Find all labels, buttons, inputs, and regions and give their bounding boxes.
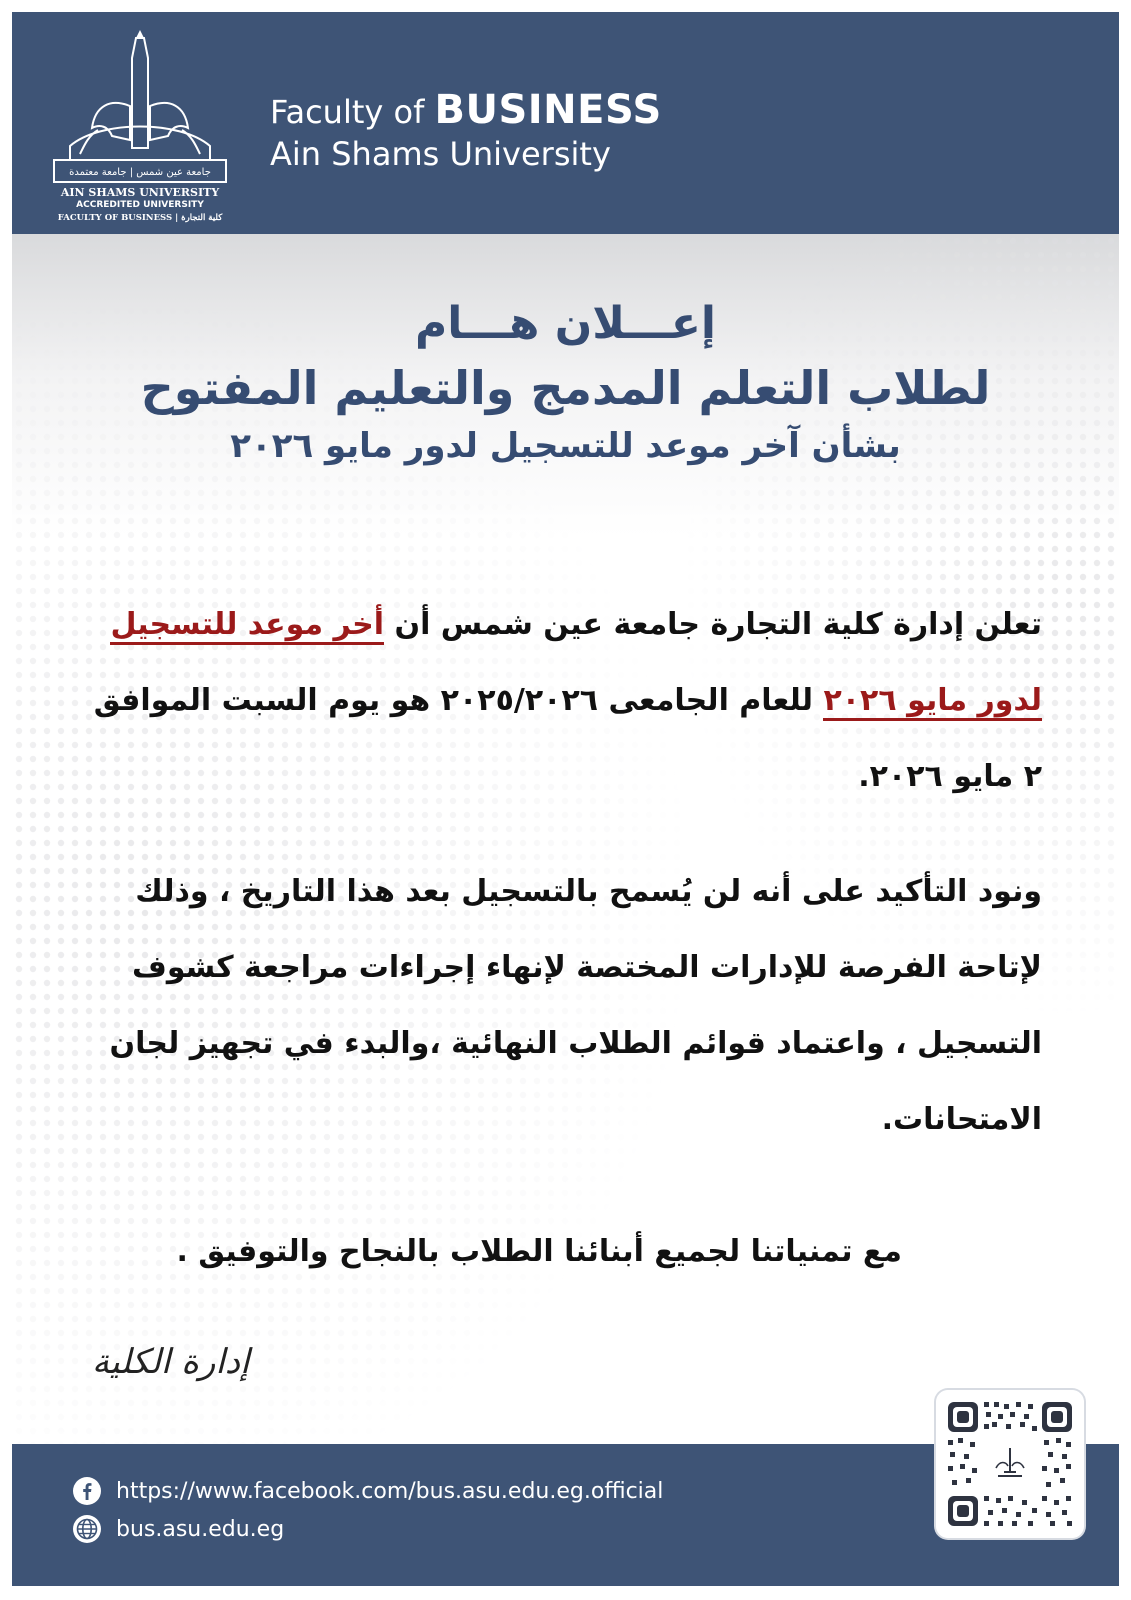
facebook-url[interactable]: https://www.facebook.com/bus.asu.edu.eg.official: [116, 1478, 664, 1504]
logo-caption-2: ACCREDITED UNIVERSITY: [76, 200, 204, 210]
website-url[interactable]: bus.asu.edu.eg: [116, 1516, 285, 1542]
globe-icon: [72, 1514, 102, 1544]
university-name: Ain Shams University: [270, 135, 611, 173]
faculty-brand: [270, 87, 662, 176]
deadline-intro: تعلن إدارة كلية التجارة جامعة عين شمس أن: [384, 607, 1042, 642]
announcement-titles: [12, 294, 1119, 470]
logo-arabic-caption: جامعة عين شمس | جامعة معتمدة: [69, 167, 211, 178]
qr-code[interactable]: [936, 1390, 1084, 1538]
faculty-prefix: Faculty of: [270, 93, 425, 131]
website-link-row[interactable]: [72, 1514, 284, 1544]
faculty-signature: إدارة الكلية: [92, 1342, 250, 1382]
facebook-link-row[interactable]: [72, 1476, 663, 1506]
paragraph-wishes: مع تمنياتنا لجميع أبنائنا الطلاب بالنجاح والتوفيق .: [176, 1234, 902, 1269]
university-logo: [40, 28, 240, 224]
deadline-highlight: أخر موعد للتسجيل لدور مايو ٢٠٢٦: [110, 607, 1042, 721]
faculty-strong: BUSINESS: [434, 87, 662, 133]
announcement-poster: [12, 12, 1119, 1586]
paragraph-deadline: [72, 587, 1042, 815]
announcement-audience: لطلاب التعلم المدمج والتعليم المفتوح: [140, 361, 991, 415]
logo-caption-3: FACULTY OF BUSINESS | كلية التجارة: [57, 213, 223, 223]
faculty-name: [270, 87, 662, 133]
deadline-date: للعام الجامعى ٢٠٢٥/٢٠٢٦ هو يوم السبت الموافق ٢ مايو ٢٠٢٦.: [93, 683, 1042, 794]
paragraph-no-late-registration: ونود التأكيد على أنه لن يُسمح بالتسجيل بعد هذا التاريخ ، وذلك لإتاحة الفرصة للإدارات المختصة لإنهاء إجراءات مراجعة كشوف التسجيل ، واعتماد قوائم الطلاب النهائية ،والبدء في تجهيز لجان الامتحانات.: [109, 874, 1042, 1137]
facebook-icon: [72, 1476, 102, 1506]
announcement-heading: إعـــلان هـــام: [415, 298, 716, 349]
announcement-subject: بشأن آخر موعد للتسجيل لدور مايو ٢٠٢٦: [230, 426, 901, 466]
header-band: [12, 12, 1119, 234]
logo-caption-1: AIN SHAMS UNIVERSITY: [60, 186, 220, 199]
